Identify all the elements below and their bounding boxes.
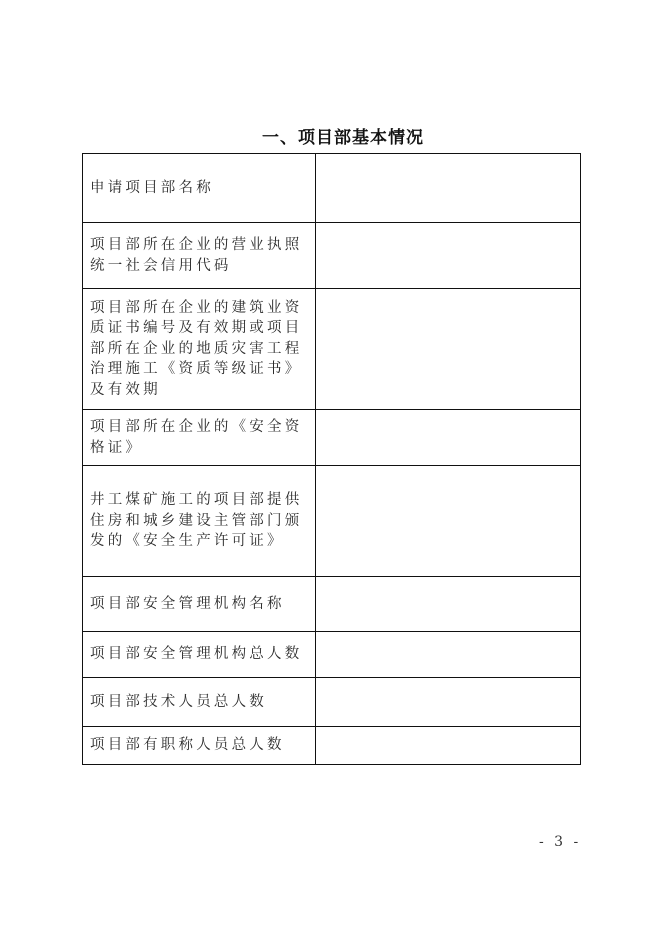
table-row-technical-staff-headcount: [83, 678, 581, 727]
field-label-titled-staff-headcount: 项目部有职称人员总人数: [83, 727, 316, 765]
field-value-safety-certificate[interactable]: [316, 410, 581, 466]
field-value-safety-production-license[interactable]: [316, 466, 581, 577]
project-info-table: [82, 153, 581, 765]
table-row-project-name: [83, 154, 581, 223]
section-title: 一、项目部基本情况: [262, 128, 424, 148]
table-row-safety-org-name: [83, 577, 581, 632]
table-row-qualification-certificate: [83, 289, 581, 410]
table-row-credit-code: [83, 223, 581, 289]
table-row-safety-org-headcount: [83, 632, 581, 678]
field-label-safety-production-license: 井工煤矿施工的项目部提供住房和城乡建设主管部门颁发的《安全生产许可证》: [83, 466, 316, 577]
field-value-technical-staff-headcount[interactable]: [316, 678, 581, 727]
field-value-safety-org-headcount[interactable]: [316, 632, 581, 678]
field-value-project-name[interactable]: [316, 154, 581, 223]
field-label-qualification-certificate: 项目部所在企业的建筑业资质证书编号及有效期或项目部所在企业的地质灾害工程治理施工《资质等级证书》及有效期: [83, 289, 316, 410]
field-label-safety-org-name: 项目部安全管理机构名称: [83, 577, 316, 632]
table-row-safety-production-license: [83, 466, 581, 577]
field-label-safety-certificate: 项目部所在企业的《安全资格证》: [83, 410, 316, 466]
page-number: - 3 -: [539, 834, 582, 850]
field-label-project-name: 申请项目部名称: [83, 154, 316, 223]
field-value-qualification-certificate[interactable]: [316, 289, 581, 410]
field-label-technical-staff-headcount: 项目部技术人员总人数: [83, 678, 316, 727]
field-value-credit-code[interactable]: [316, 223, 581, 289]
table-row-titled-staff-headcount: [83, 727, 581, 765]
field-label-credit-code: 项目部所在企业的营业执照统一社会信用代码: [83, 223, 316, 289]
field-value-safety-org-name[interactable]: [316, 577, 581, 632]
table-row-safety-certificate: [83, 410, 581, 466]
field-value-titled-staff-headcount[interactable]: [316, 727, 581, 765]
field-label-safety-org-headcount: 项目部安全管理机构总人数: [83, 632, 316, 678]
